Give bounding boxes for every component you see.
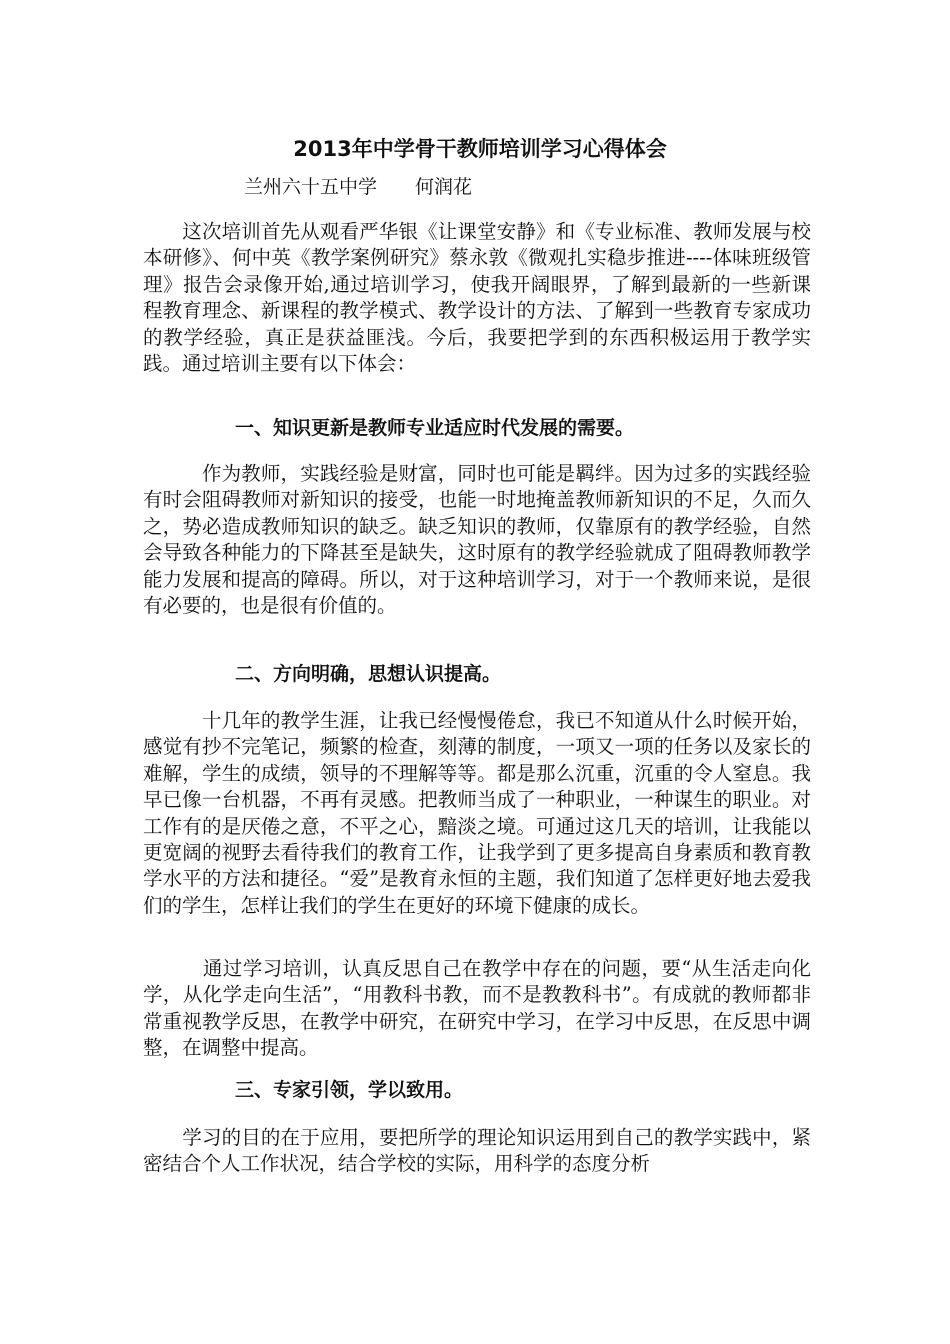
section-2-paragraph-1: 十几年的教学生涯，让我已经慢慢倦怠，我已不知道从什么时候开始，感觉有抄不完笔记，频繁的检查，刻薄的制度，一项又一项的任务以及家长的难解，学生的成绩，领导的不理解等等。都是那么沉重，沉重的令人窒息。我早已像一台机器，不再有灵感。把教师当成了一种职业，一种谋生的职业。对工作有的是厌倦之意，不平之心，黯淡之境。可通过这几天的培训，让我能以更宽阔的视野去看待我们的教育工作，让我学到了更多提高自身素质和教育教学水平的方法和捷径。“爱”是教育永恒的主题，我们知道了怎样更好地去爱我们的学生，怎样让我们的学生在更好的环境下健康的成长。 — [143, 709, 811, 917]
section-heading-1: 一、知识更新是教师专业适应时代发展的需要。 — [235, 417, 635, 439]
document-title: 2013年中学骨干教师培训学习心得体会 — [293, 137, 667, 161]
section-heading-2: 二、方向明确，思想认识提高。 — [235, 663, 502, 685]
section-2-paragraph-2: 通过学习培训，认真反思自己在教学中存在的问题，要“从生活走向化学，从化学走向生活”，“用教科书教，而不是教教科书”。有成就的教师都非常重视教学反思，在教学中研究，在研究中学习，在学习中反思，在反思中调整，在调整中提高。 — [143, 957, 811, 1060]
section-3-paragraph: 学习的目的在于应用，要把所学的理论知识运用到自己的教学实践中，紧密结合个人工作状况，结合学校的实际，用科学的态度分析 — [143, 1126, 811, 1176]
section-heading-3: 三、专家引领，学以致用。 — [235, 1079, 464, 1101]
section-1-paragraph: 作为教师，实践经验是财富，同时也可能是羁绊。因为过多的实践经验有时会阻碍教师对新知识的接受，也能一时地掩盖教师新知识的不足，久而久之，势必造成教师知识的缺乏。缺乏知识的教师，仅靠原有的教学经验，自然会导致各种能力的下降甚至是缺失，这时原有的教学经验就成了阻碍教师教学能力发展和提高的障碍。所以，对于这种培训学习，对于一个教师来说，是很有必要的，也是很有价值的。 — [143, 462, 811, 618]
intro-paragraph: 这次培训首先从观看严华银《让课堂安静》和《专业标准、教师发展与校本研修》、何中英《教学案例研究》蔡永敦《微观扎实稳步推进----体味班级管理》报告会录像开始,通过培训学习，使我开阔眼界，了解到最新的一些新课程教育理念、新课程的教学模式、教学设计的方法、了解到一些教育专家成功的教学经验，真正是获益匪浅。今后，我要把学到的东西积极运用于教学实践。通过培训主要有以下体会： — [143, 220, 811, 376]
author-line: 兰州六十五中学 何润花 — [244, 176, 473, 198]
